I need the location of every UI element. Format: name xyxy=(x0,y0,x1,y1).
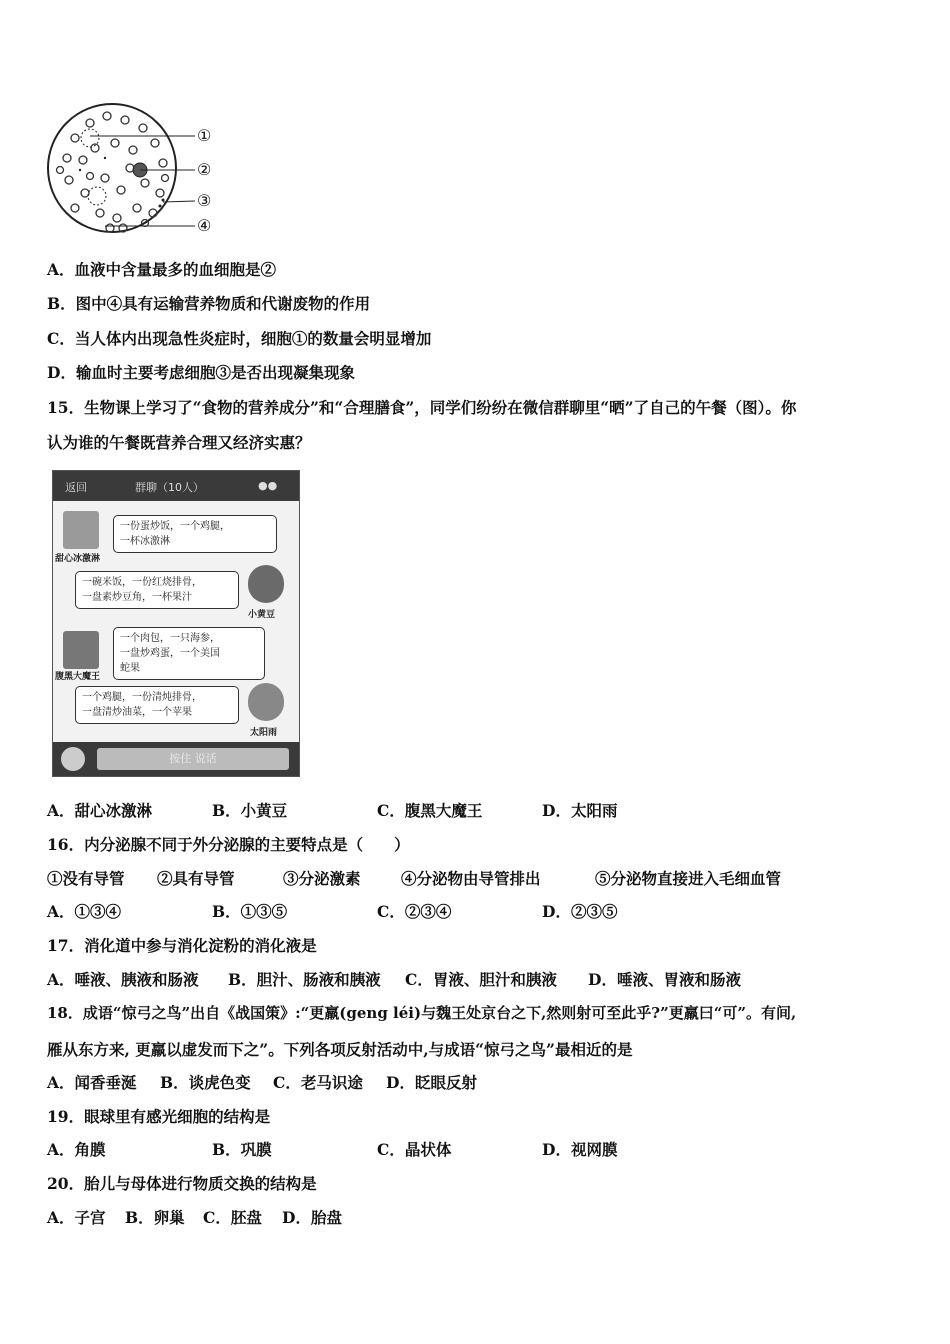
q16-item-3: ③分泌激素 xyxy=(283,869,361,888)
q20-stem: 20．胎儿与母体进行物质交换的结构是 xyxy=(47,1174,317,1193)
figure-label-2: ② xyxy=(197,160,212,179)
bubble-line: 一个肉包，一只海参， xyxy=(120,633,220,644)
q14-option-d: D．输血时主要考虑细胞③是否出现凝集现象 xyxy=(47,363,355,382)
q18-option-c: C．老马识途 xyxy=(273,1073,363,1092)
bubble-line: 一个鸡腿，一份清炖排骨， xyxy=(82,692,202,703)
q15-option-a: A．甜心冰激淋 xyxy=(47,801,153,820)
avatar xyxy=(63,631,99,669)
q19-option-c: C．晶状体 xyxy=(377,1140,452,1159)
q14-option-b: B．图中④具有运输营养物质和代谢废物的作用 xyxy=(47,294,371,313)
q16-item-2: ②具有导管 xyxy=(157,869,235,888)
chat-bubble xyxy=(75,686,239,724)
q19-options xyxy=(47,1140,617,1160)
q20-option-a: A．子宫 xyxy=(47,1208,106,1227)
wechat-chat-figure xyxy=(52,470,300,777)
q20-options xyxy=(47,1208,342,1228)
q17-option-b: B．胆汁、肠液和胰液 xyxy=(228,970,381,989)
q18-option-b: B．谈虎色变 xyxy=(160,1073,251,1092)
q20-option-b: B．卵巢 xyxy=(125,1208,185,1227)
bubble-line: 一杯冰激淋 xyxy=(120,536,170,547)
q14-option-c: C．当人体内出现急性炎症时，细胞①的数量会明显增加 xyxy=(47,329,432,348)
q17-option-d: D．唾液、胃液和肠液 xyxy=(588,970,741,989)
hold-to-talk-bar: 按住 说话 xyxy=(97,748,289,770)
q19-option-b: B．巩膜 xyxy=(212,1140,272,1159)
q16-option-a: A．①③④ xyxy=(47,902,122,921)
q19-stem: 19．眼球里有感光细胞的结构是 xyxy=(47,1107,271,1126)
chat-input-area xyxy=(53,742,299,776)
q16-option-d: D．②③⑤ xyxy=(542,902,618,921)
q18-stem-line1: 18．成语“惊弓之鸟”出自《战国策》:“更羸(geng léi)与魏王处京台之下,然则射可至此乎?”更羸曰“可”。有间, xyxy=(47,1004,797,1022)
q15-options xyxy=(47,801,617,821)
q17-option-c: C．胃液、胆汁和胰液 xyxy=(405,970,557,989)
q16-option-b: B．①③⑤ xyxy=(212,902,288,921)
bubble-line: 一碗米饭，一份红烧排骨， xyxy=(82,577,202,588)
q18-option-a: A．闻香垂涎 xyxy=(47,1073,137,1092)
back-label: 返回 xyxy=(65,481,87,494)
q17-option-a: A．唾液、胰液和肠液 xyxy=(47,970,199,989)
avatar xyxy=(248,683,284,721)
q20-option-d: D．胎盘 xyxy=(282,1208,342,1227)
q17-options xyxy=(47,970,741,990)
q15-option-b: B．小黄豆 xyxy=(212,801,288,820)
q18-stem-line2: 雁从东方来, 更羸以虚发而下之”。下列各项反射活动中,与成语“惊弓之鸟”最相近的是 xyxy=(47,1040,633,1059)
q18-options xyxy=(47,1073,477,1093)
chat-title: 群聊（10人） xyxy=(135,481,204,494)
q16-items xyxy=(47,869,781,889)
voice-toggle-icon xyxy=(61,747,85,771)
q16-options xyxy=(47,902,617,922)
chat-bubble xyxy=(113,627,265,680)
avatar xyxy=(248,565,284,603)
nickname: 甜心冰激淋 xyxy=(55,554,101,564)
bubble-line: 蛇果 xyxy=(120,663,140,674)
bubble-line: 一份蛋炒饭，一个鸡腿， xyxy=(120,521,230,532)
bubble-line: 一盘炒鸡蛋，一个美国 xyxy=(120,648,220,659)
q15-option-c: C．腹黑大魔王 xyxy=(377,801,483,820)
nickname: 太阳雨 xyxy=(250,728,278,738)
figure-label-3: ③ xyxy=(197,191,212,210)
group-members-icon: ●● xyxy=(258,479,278,492)
bubble-line: 一盘素炒豆角，一杯果汁 xyxy=(82,592,192,603)
q15-stem-line1: 15．生物课上学习了“食物的营养成分”和“合理膳食”，同学们纷纷在微信群聊里“晒”了自己的午餐（图）。你 xyxy=(47,398,797,417)
q17-stem: 17．消化道中参与消化淀粉的消化液是 xyxy=(47,936,317,955)
figure-label-1: ① xyxy=(197,126,212,145)
q15-option-d: D．太阳雨 xyxy=(542,801,618,820)
q14-option-a: A．血液中含量最多的血细胞是② xyxy=(47,260,277,279)
avatar xyxy=(63,511,99,549)
q16-stem: 16．内分泌腺不同于外分泌腺的主要特点是（ ） xyxy=(47,835,410,854)
q16-item-1: ①没有导管 xyxy=(47,869,125,888)
nickname: 小黄豆 xyxy=(248,610,276,620)
bubble-line: 一盘清炒油菜，一个苹果 xyxy=(82,707,192,718)
chat-header xyxy=(53,471,299,501)
q15-stem-line2: 认为谁的午餐既营养合理又经济实惠？ xyxy=(47,433,311,452)
q19-option-a: A．角膜 xyxy=(47,1140,106,1159)
chat-bubble xyxy=(113,515,277,553)
q18-option-d: D．眨眼反射 xyxy=(386,1073,477,1092)
figure-label-4: ④ xyxy=(197,216,212,235)
blood-cell-figure xyxy=(45,98,225,243)
q20-option-c: C．胚盘 xyxy=(203,1208,262,1227)
nickname: 腹黑大魔王 xyxy=(55,672,101,682)
q16-item-4: ④分泌物由导管排出 xyxy=(401,869,541,888)
q16-option-c: C．②③④ xyxy=(377,902,452,921)
chat-bubble xyxy=(75,571,239,609)
q19-option-d: D．视网膜 xyxy=(542,1140,618,1159)
q16-item-5: ⑤分泌物直接进入毛细血管 xyxy=(595,869,782,888)
